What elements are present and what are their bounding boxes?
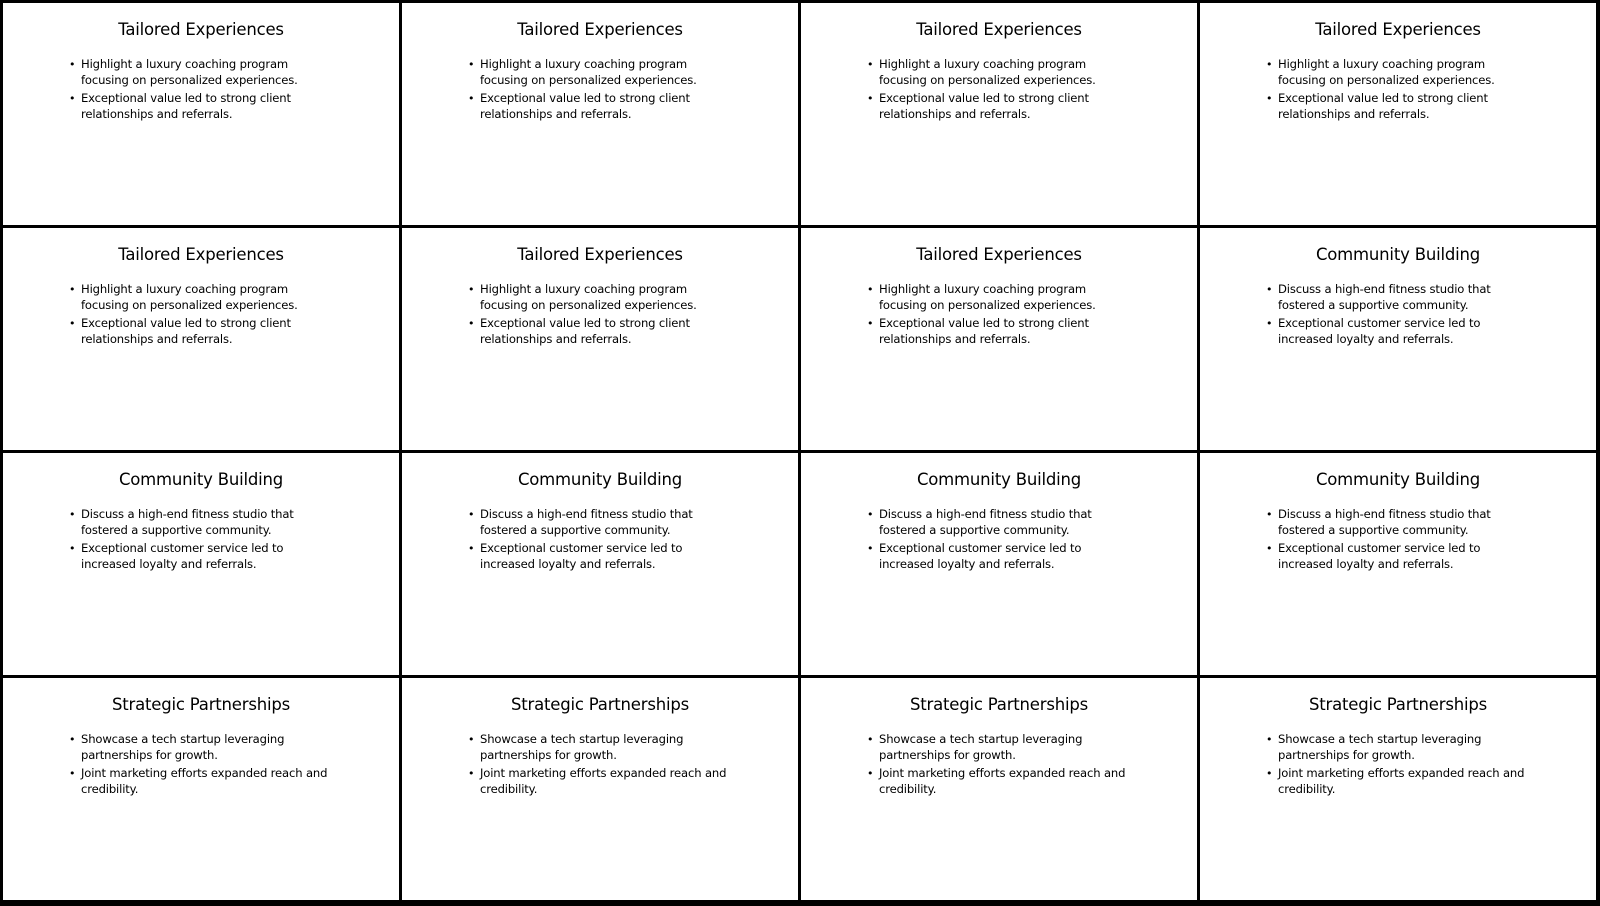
bullet-item xyxy=(867,57,1129,88)
bullet-list xyxy=(468,507,730,575)
bullet-dot-icon: • xyxy=(468,767,475,780)
slide-thumbnail[interactable] xyxy=(801,678,1197,900)
bullet-list xyxy=(69,282,331,350)
slide-title: Tailored Experiences xyxy=(916,245,1082,264)
slide-thumbnail[interactable] xyxy=(1200,228,1596,450)
bullet-text: Exceptional customer service led to increased loyalty and referrals. xyxy=(1278,541,1481,571)
bullet-text: Exceptional customer service led to increased loyalty and referrals. xyxy=(480,541,683,571)
bullet-text: Exceptional value led to strong client relationships and referrals. xyxy=(480,91,690,121)
bullet-list xyxy=(69,507,331,575)
slide-title: Tailored Experiences xyxy=(916,20,1082,39)
bullet-item xyxy=(1266,57,1528,88)
bullet-list xyxy=(1266,282,1528,350)
bullet-item xyxy=(69,57,331,88)
bullet-dot-icon: • xyxy=(1266,92,1273,105)
bullet-item xyxy=(69,766,331,797)
bullet-dot-icon: • xyxy=(1266,283,1273,296)
bullet-list xyxy=(468,282,730,350)
bullet-item xyxy=(69,316,331,347)
slide-title: Tailored Experiences xyxy=(118,245,284,264)
slide-title: Tailored Experiences xyxy=(517,245,683,264)
bullet-text: Highlight a luxury coaching program focusing on personalized experiences. xyxy=(480,282,697,312)
bullet-dot-icon: • xyxy=(1266,542,1273,555)
bullet-text: Highlight a luxury coaching program focusing on personalized experiences. xyxy=(879,282,1096,312)
bullet-dot-icon: • xyxy=(867,542,874,555)
slide-title: Strategic Partnerships xyxy=(111,695,291,714)
bullet-text: Exceptional value led to strong client relationships and referrals. xyxy=(81,91,291,121)
bullet-item xyxy=(1266,541,1528,572)
bullet-text: Joint marketing efforts expanded reach and credibility. xyxy=(480,766,727,796)
bullet-text: Joint marketing efforts expanded reach and credibility. xyxy=(1278,766,1525,796)
bullet-item xyxy=(867,732,1129,763)
slide-thumbnail[interactable] xyxy=(1200,453,1596,675)
bullet-list xyxy=(867,282,1129,350)
bullet-text: Exceptional value led to strong client relationships and referrals. xyxy=(480,316,690,346)
slide-title: Strategic Partnerships xyxy=(510,695,690,714)
bullet-dot-icon: • xyxy=(69,733,76,746)
slide-thumbnail[interactable] xyxy=(402,678,798,900)
bullet-dot-icon: • xyxy=(1266,317,1273,330)
bullet-dot-icon: • xyxy=(867,508,874,521)
bullet-list xyxy=(1266,732,1528,800)
bullet-list xyxy=(1266,507,1528,575)
bullet-item xyxy=(867,282,1129,313)
slide-thumbnail[interactable] xyxy=(801,228,1197,450)
bullet-list xyxy=(468,57,730,125)
bullet-list xyxy=(468,732,730,800)
bullet-dot-icon: • xyxy=(69,92,76,105)
bullet-text: Discuss a high-end fitness studio that fostered a supportive community. xyxy=(81,507,294,537)
slide-title: Community Building xyxy=(517,470,683,489)
bullet-item xyxy=(69,732,331,763)
bullet-text: Highlight a luxury coaching program focusing on personalized experiences. xyxy=(81,282,298,312)
slide-title: Tailored Experiences xyxy=(1315,20,1481,39)
bullet-item xyxy=(1266,91,1528,122)
bullet-list xyxy=(1266,57,1528,125)
slide-title: Strategic Partnerships xyxy=(909,695,1089,714)
bullet-dot-icon: • xyxy=(468,733,475,746)
bullet-text: Exceptional customer service led to increased loyalty and referrals. xyxy=(1278,316,1481,346)
bullet-text: Highlight a luxury coaching program focusing on personalized experiences. xyxy=(480,57,697,87)
bullet-item xyxy=(69,541,331,572)
bullet-text: Highlight a luxury coaching program focusing on personalized experiences. xyxy=(879,57,1096,87)
bullet-dot-icon: • xyxy=(867,317,874,330)
bullet-text: Discuss a high-end fitness studio that fostered a supportive community. xyxy=(879,507,1092,537)
bullet-text: Showcase a tech startup leveraging partnerships for growth. xyxy=(81,732,285,762)
slide-thumbnail[interactable] xyxy=(3,453,399,675)
bullet-dot-icon: • xyxy=(1266,733,1273,746)
slide-thumbnail[interactable] xyxy=(402,228,798,450)
slide-thumbnail[interactable] xyxy=(1200,3,1596,225)
slide-thumbnail[interactable] xyxy=(801,3,1197,225)
bullet-item xyxy=(867,91,1129,122)
bullet-text: Exceptional customer service led to increased loyalty and referrals. xyxy=(879,541,1082,571)
slide-thumbnail[interactable] xyxy=(801,453,1197,675)
bullet-dot-icon: • xyxy=(867,767,874,780)
bullet-list xyxy=(867,732,1129,800)
bullet-text: Exceptional customer service led to increased loyalty and referrals. xyxy=(81,541,284,571)
bullet-item xyxy=(867,541,1129,572)
bullet-item xyxy=(1266,766,1528,797)
bullet-item xyxy=(1266,316,1528,347)
bullet-text: Exceptional value led to strong client relationships and referrals. xyxy=(1278,91,1488,121)
bullet-list xyxy=(69,57,331,125)
slide-title: Community Building xyxy=(916,470,1082,489)
bullet-text: Showcase a tech startup leveraging partnerships for growth. xyxy=(879,732,1083,762)
bullet-item xyxy=(1266,507,1528,538)
bullet-dot-icon: • xyxy=(69,767,76,780)
bullet-item xyxy=(468,541,730,572)
bullet-dot-icon: • xyxy=(867,92,874,105)
slide-thumbnail[interactable] xyxy=(402,3,798,225)
slide-thumbnail[interactable] xyxy=(3,3,399,225)
bullet-item xyxy=(1266,732,1528,763)
bullet-item xyxy=(468,91,730,122)
bullet-item xyxy=(69,507,331,538)
slide-title: Community Building xyxy=(1315,245,1481,264)
bullet-dot-icon: • xyxy=(867,58,874,71)
bullet-dot-icon: • xyxy=(867,733,874,746)
slide-thumbnail[interactable] xyxy=(1200,678,1596,900)
bullet-item xyxy=(69,282,331,313)
bullet-item xyxy=(468,732,730,763)
bullet-list xyxy=(867,57,1129,125)
bullet-text: Exceptional value led to strong client relationships and referrals. xyxy=(879,91,1089,121)
bullet-dot-icon: • xyxy=(468,58,475,71)
slide-title: Tailored Experiences xyxy=(118,20,284,39)
bullet-dot-icon: • xyxy=(69,508,76,521)
bullet-item xyxy=(1266,282,1528,313)
bullet-text: Discuss a high-end fitness studio that fostered a supportive community. xyxy=(1278,507,1491,537)
bullet-item xyxy=(867,766,1129,797)
bullet-item xyxy=(69,91,331,122)
bullet-list xyxy=(69,732,331,800)
bullet-list xyxy=(867,507,1129,575)
slide-title: Community Building xyxy=(1315,470,1481,489)
bullet-text: Discuss a high-end fitness studio that fostered a supportive community. xyxy=(1278,282,1491,312)
bullet-dot-icon: • xyxy=(468,317,475,330)
bullet-text: Highlight a luxury coaching program focusing on personalized experiences. xyxy=(1278,57,1495,87)
slide-title: Community Building xyxy=(118,470,284,489)
bullet-text: Exceptional value led to strong client relationships and referrals. xyxy=(879,316,1089,346)
bullet-dot-icon: • xyxy=(867,283,874,296)
bullet-text: Highlight a luxury coaching program focusing on personalized experiences. xyxy=(81,57,298,87)
bullet-text: Showcase a tech startup leveraging partnerships for growth. xyxy=(1278,732,1482,762)
slide-thumbnail[interactable] xyxy=(3,678,399,900)
bullet-dot-icon: • xyxy=(468,508,475,521)
bullet-item xyxy=(468,766,730,797)
slide-thumbnail[interactable] xyxy=(3,228,399,450)
bullet-item xyxy=(468,57,730,88)
slide-title: Strategic Partnerships xyxy=(1308,695,1488,714)
bullet-item xyxy=(867,507,1129,538)
bullet-text: Showcase a tech startup leveraging partnerships for growth. xyxy=(480,732,684,762)
slide-thumbnail[interactable] xyxy=(402,453,798,675)
bullet-dot-icon: • xyxy=(1266,767,1273,780)
bullet-dot-icon: • xyxy=(1266,508,1273,521)
bullet-item xyxy=(468,282,730,313)
bullet-item xyxy=(867,316,1129,347)
bullet-dot-icon: • xyxy=(468,92,475,105)
bullet-item xyxy=(468,507,730,538)
bullet-text: Discuss a high-end fitness studio that fostered a supportive community. xyxy=(480,507,693,537)
bullet-dot-icon: • xyxy=(69,283,76,296)
bullet-dot-icon: • xyxy=(69,58,76,71)
bullet-dot-icon: • xyxy=(1266,58,1273,71)
bullet-item xyxy=(468,316,730,347)
bullet-dot-icon: • xyxy=(468,542,475,555)
slide-title: Tailored Experiences xyxy=(517,20,683,39)
bullet-text: Exceptional value led to strong client relationships and referrals. xyxy=(81,316,291,346)
bullet-dot-icon: • xyxy=(69,542,76,555)
bullet-text: Joint marketing efforts expanded reach and credibility. xyxy=(879,766,1126,796)
bullet-dot-icon: • xyxy=(468,283,475,296)
bullet-dot-icon: • xyxy=(69,317,76,330)
bullet-text: Joint marketing efforts expanded reach and credibility. xyxy=(81,766,328,796)
